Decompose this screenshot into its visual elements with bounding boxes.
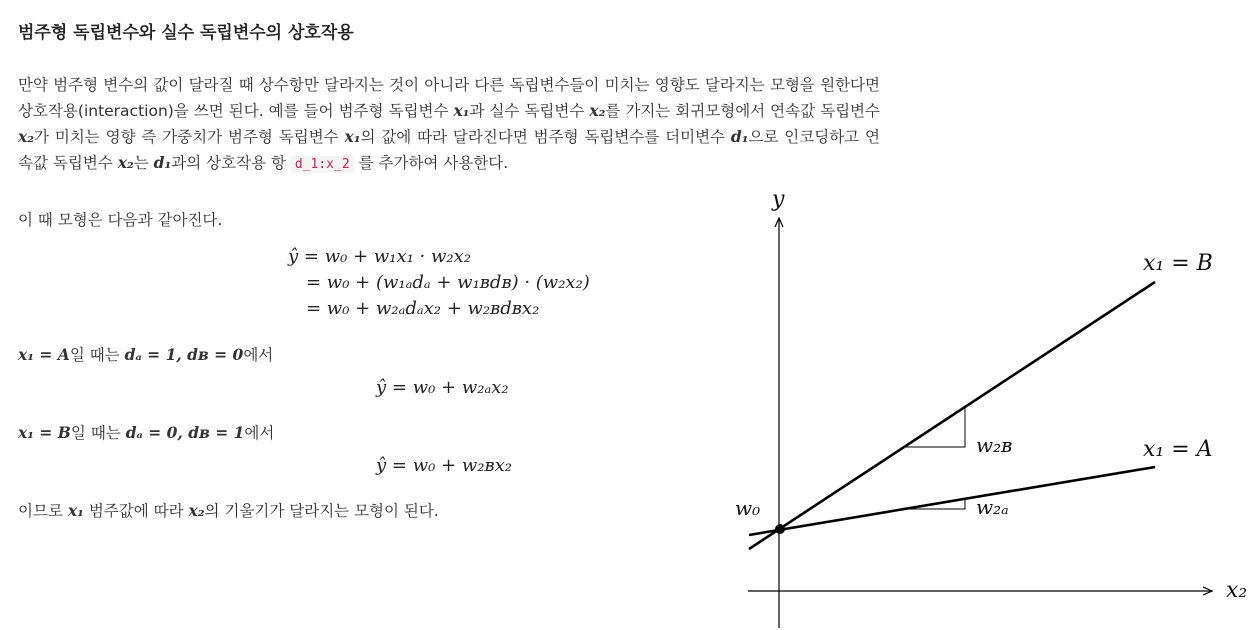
equation-line-2: = w₀ + (w₁ₐdₐ + w₁ʙdʙ) · (w₂x₂) xyxy=(306,272,590,293)
math-var: d₁ xyxy=(730,127,749,146)
inline-code: d_1:x_2 xyxy=(291,156,354,173)
equation-line-3: = w₀ + w₂ₐdₐx₂ + w₂ʙdʙx₂ xyxy=(306,298,540,319)
concl-text: 이므로 xyxy=(18,502,68,520)
para-text: 만약 범주형 변수의 값이 달라질 때 상수항만 달라지는 것이 아니라 다른 독립변수들이 미치는 영향도 달라지는 모형을 원한다면 상호작용(interaction)을 쓰면 된다. 예를 들어 범주형 독립변수 xyxy=(18,76,880,120)
math-var: x₂ xyxy=(117,153,134,172)
para-text: 를 추가하여 사용한다. xyxy=(353,154,509,172)
math-var: x₁ = A xyxy=(18,345,70,364)
x-axis-label: x₂ xyxy=(1226,578,1248,603)
intercept-point xyxy=(775,524,785,534)
slope-b-label: w₂ʙ xyxy=(976,433,1013,457)
equation-line-1: ŷ = w₀ + w₁x₁ · w₂x₂ xyxy=(288,246,471,267)
math-var: x₂ xyxy=(589,101,606,120)
para-text: 의 값에 따라 달라진다면 범주형 독립변수를 더미변수 xyxy=(360,128,731,146)
math-var: x₁ xyxy=(344,127,361,146)
model-intro: 이 때 모형은 다음과 같아진다. xyxy=(18,211,223,229)
slope-a-label: w₂ₐ xyxy=(976,495,1009,519)
para-text: 과의 상호작용 항 xyxy=(171,154,291,172)
section-title: 범주형 독립변수와 실수 독립변수의 상호작용 xyxy=(18,23,354,43)
line-a-label: x₁ = A xyxy=(1143,437,1213,462)
para-text: 를 가지는 회귀모형에서 연속값 독립변수 xyxy=(605,102,880,120)
case-text: 일 때는 xyxy=(69,346,125,364)
para-text: 는 xyxy=(133,154,154,172)
case-text: 일 때는 xyxy=(70,424,126,442)
math-var: dₐ = 1, dʙ = 0 xyxy=(124,345,244,364)
case-text: 에서 xyxy=(244,424,275,442)
math-var: dₐ = 0, dʙ = 1 xyxy=(125,423,245,442)
intercept-label: w₀ xyxy=(735,496,761,520)
math-var: x₁ = B xyxy=(18,423,71,442)
case-text: 에서 xyxy=(243,346,274,364)
para-text: 가 미치는 영향 즉 가중치가 범주형 독립변수 xyxy=(34,128,345,146)
line-b-label: x₁ = B xyxy=(1143,251,1213,276)
case-b-equation: ŷ = w₀ + w₂ʙx₂ xyxy=(376,455,512,476)
line-x1-a xyxy=(749,467,1155,535)
math-var: x₁ xyxy=(67,501,84,520)
math-var: d₁ xyxy=(153,153,172,172)
para-text: 과 실수 독립변수 xyxy=(469,102,590,120)
math-var: x₂ xyxy=(18,127,35,146)
y-axis-label: y xyxy=(772,187,785,212)
case-a-equation: ŷ = w₀ + w₂ₐx₂ xyxy=(376,377,509,398)
math-var: x₁ xyxy=(453,101,470,120)
concl-text: 범주값에 따라 xyxy=(83,502,189,520)
para-text: 으로 인코딩하고 연속값 독립변수 xyxy=(18,128,880,172)
math-var: x₂ xyxy=(188,501,205,520)
concl-text: 의 기울기가 달라지는 모형이 된다. xyxy=(204,502,439,520)
